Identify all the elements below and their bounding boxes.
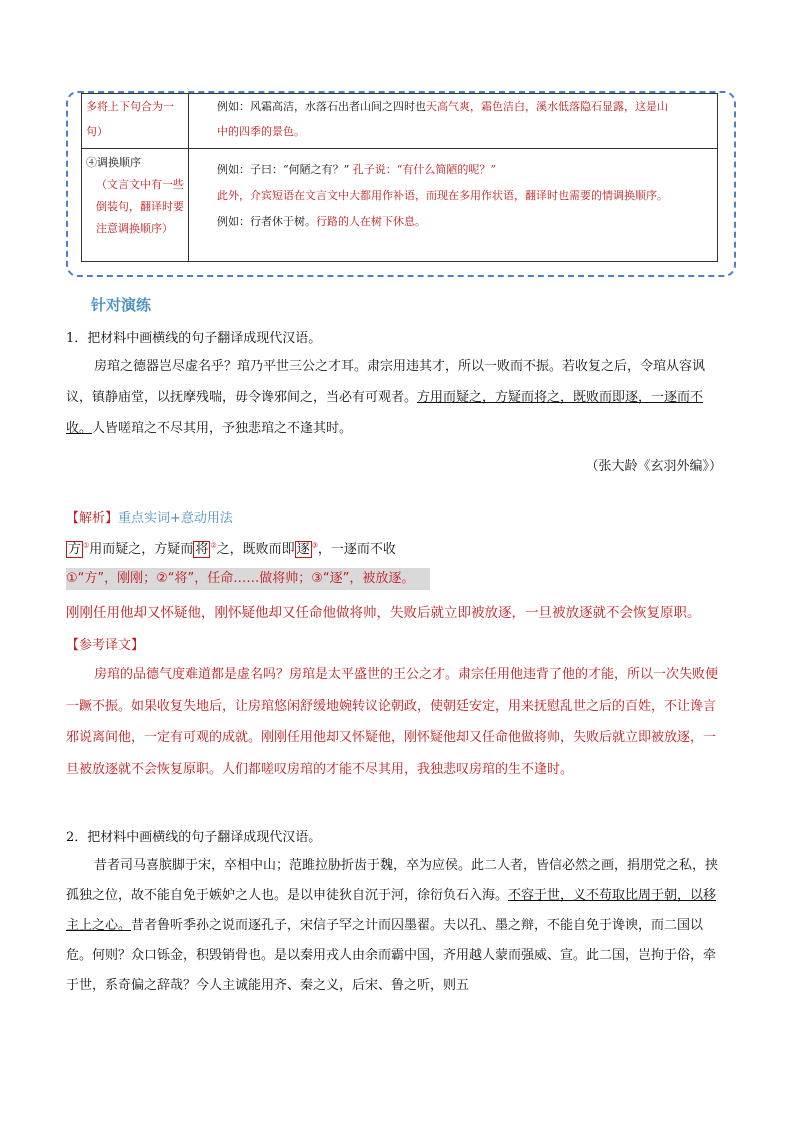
example-translation: 天高气爽，霜色洁白，溪水低落隐石显露，这是山 — [426, 100, 668, 113]
section-title: 针对演练 — [91, 296, 152, 314]
example-translation: 行路的人在树下休息。 — [316, 215, 426, 228]
method-example-cell — [189, 149, 718, 262]
example-translation-cont: 中的四季的景色。 — [217, 125, 305, 138]
example-translation: 孔子说：“有什么简陋的呢？” — [352, 163, 496, 176]
reference-translation: 房琯的品德气度难道都是虚名吗？房琯是太平盛世的王公之才。肃宗任用他违背了他的才能，所以一次失败便一蹶不振。如果收复失地后，让房琯悠闲舒缓地婉转议论朝政，使朝廷安定，用来抚慰乱世之后的百姓，不让谗言邪说离间他，一定有可观的成就。刚刚任用他却又怀疑他，刚怀疑他却又任命他做将帅，失败后就立即被放逐，一旦被放逐就不会恢复原职。人们都嗟叹房琯的才能不尽其用，我独悲叹房琯的生不逢时。 — [66, 667, 719, 777]
table-row — [82, 94, 718, 149]
keyword-box: 逐 — [296, 542, 310, 557]
keyword-box: 将 — [195, 542, 209, 557]
method-label-cell — [82, 94, 189, 149]
example-original: 例如：风霜高洁，水落石出者山间之四时也 — [217, 100, 426, 113]
analysis-sentence: 方 ①用而疑之，方疑而 将 ②之，既败而即 逐 ③，一逐而不收 — [68, 541, 396, 557]
method-note-line3: 注意调换顺序） — [96, 222, 173, 235]
example-original: 例如：行者休于树。 — [217, 215, 316, 228]
method-note-line1: （文言文中有一些 — [96, 178, 184, 191]
underlined-sentence: 方用而疑之，方疑而将之，既败而即逐，一逐而不收。 — [66, 390, 704, 436]
keyword-notes: ①“方”，刚刚；②“将”，任命……做将帅；③“逐”，被放逐。 — [66, 568, 430, 590]
analysis-heading: 【解析】重点实词+意动用法 — [66, 511, 233, 526]
analysis-translation: 刚刚任用他却又怀疑他，刚怀疑他却又任命他做将帅，失败后就立即被放逐，一旦被放逐就不会恢复原职。 — [66, 605, 701, 621]
keyword-box: 方 — [68, 542, 82, 557]
method-label: ④调换顺序 — [86, 156, 141, 169]
method-note-line2: 倒装句，翻译时要 — [96, 200, 184, 213]
question-2-prompt: 2．把材料中画横线的句子翻译成现代汉语。 — [66, 830, 322, 845]
method-label-cell — [82, 149, 189, 262]
underlined-sentence: 不容于世，义不苟取比周于朝，以移主上之心。 — [66, 888, 717, 933]
reference-heading: 【参考译文】 — [66, 638, 145, 653]
method-example-cell — [189, 94, 718, 149]
table-row — [82, 149, 718, 262]
question-1-prompt: 1．把材料中画横线的句子翻译成现代汉语。 — [66, 331, 322, 346]
example-original: 例如：子曰：“何陋之有？” — [217, 163, 350, 176]
question-2-passage: 昔者司马喜膑脚于宋，卒相中山；范雎拉胁折齿于魏，卒为应侯。此二人者，皆信必然之画，捐朋党之私，挟孤独之位，故不能自免于嫉妒之人也。是以申徒狄自沉于河，徐衍负石入海。不容于世，义不苟取比周于朝，以移主上之心。昔者鲁听季孙之说而逐孔子，宋信子罕之计而囚墨翟。夫以孔、墨之辩，不能自免于谗谀，而二国以危。何则？众口铄金，积毁销骨也。是以秦用戎人由余而霸中国，齐用越人蒙而强威、宣。此二国，岂拘于俗，牵于世，系奇偏之辞哉？今人主诚能用齐、秦之义，后宋、鲁之听，则五 — [66, 858, 719, 993]
method-label-line2: 句） — [86, 125, 108, 138]
passage-source: （张大龄《玄羽外编》） — [585, 459, 722, 474]
translation-method-table — [81, 93, 718, 262]
method-label-line1: 多将上下句合为一 — [86, 100, 174, 113]
example-note: 此外，介宾短语在文言文中大都用作补语，而现在多用作状语，翻译时也需要的情调换顺序。 — [217, 189, 668, 202]
question-1-passage: 房琯之德器岂尽虚名乎？琯乃平世三公之才耳。肃宗用违其才，所以一败而不振。若收复之后，令琯从容讽议，镇静庙堂，以抚摩残喘，毋令谗邪间之，当必有可观者。方用而疑之，方疑而将之，既败而即逐，一逐而不收。人皆嗟琯之不尽其用，予独悲琯之不逢其时。 — [66, 359, 706, 436]
